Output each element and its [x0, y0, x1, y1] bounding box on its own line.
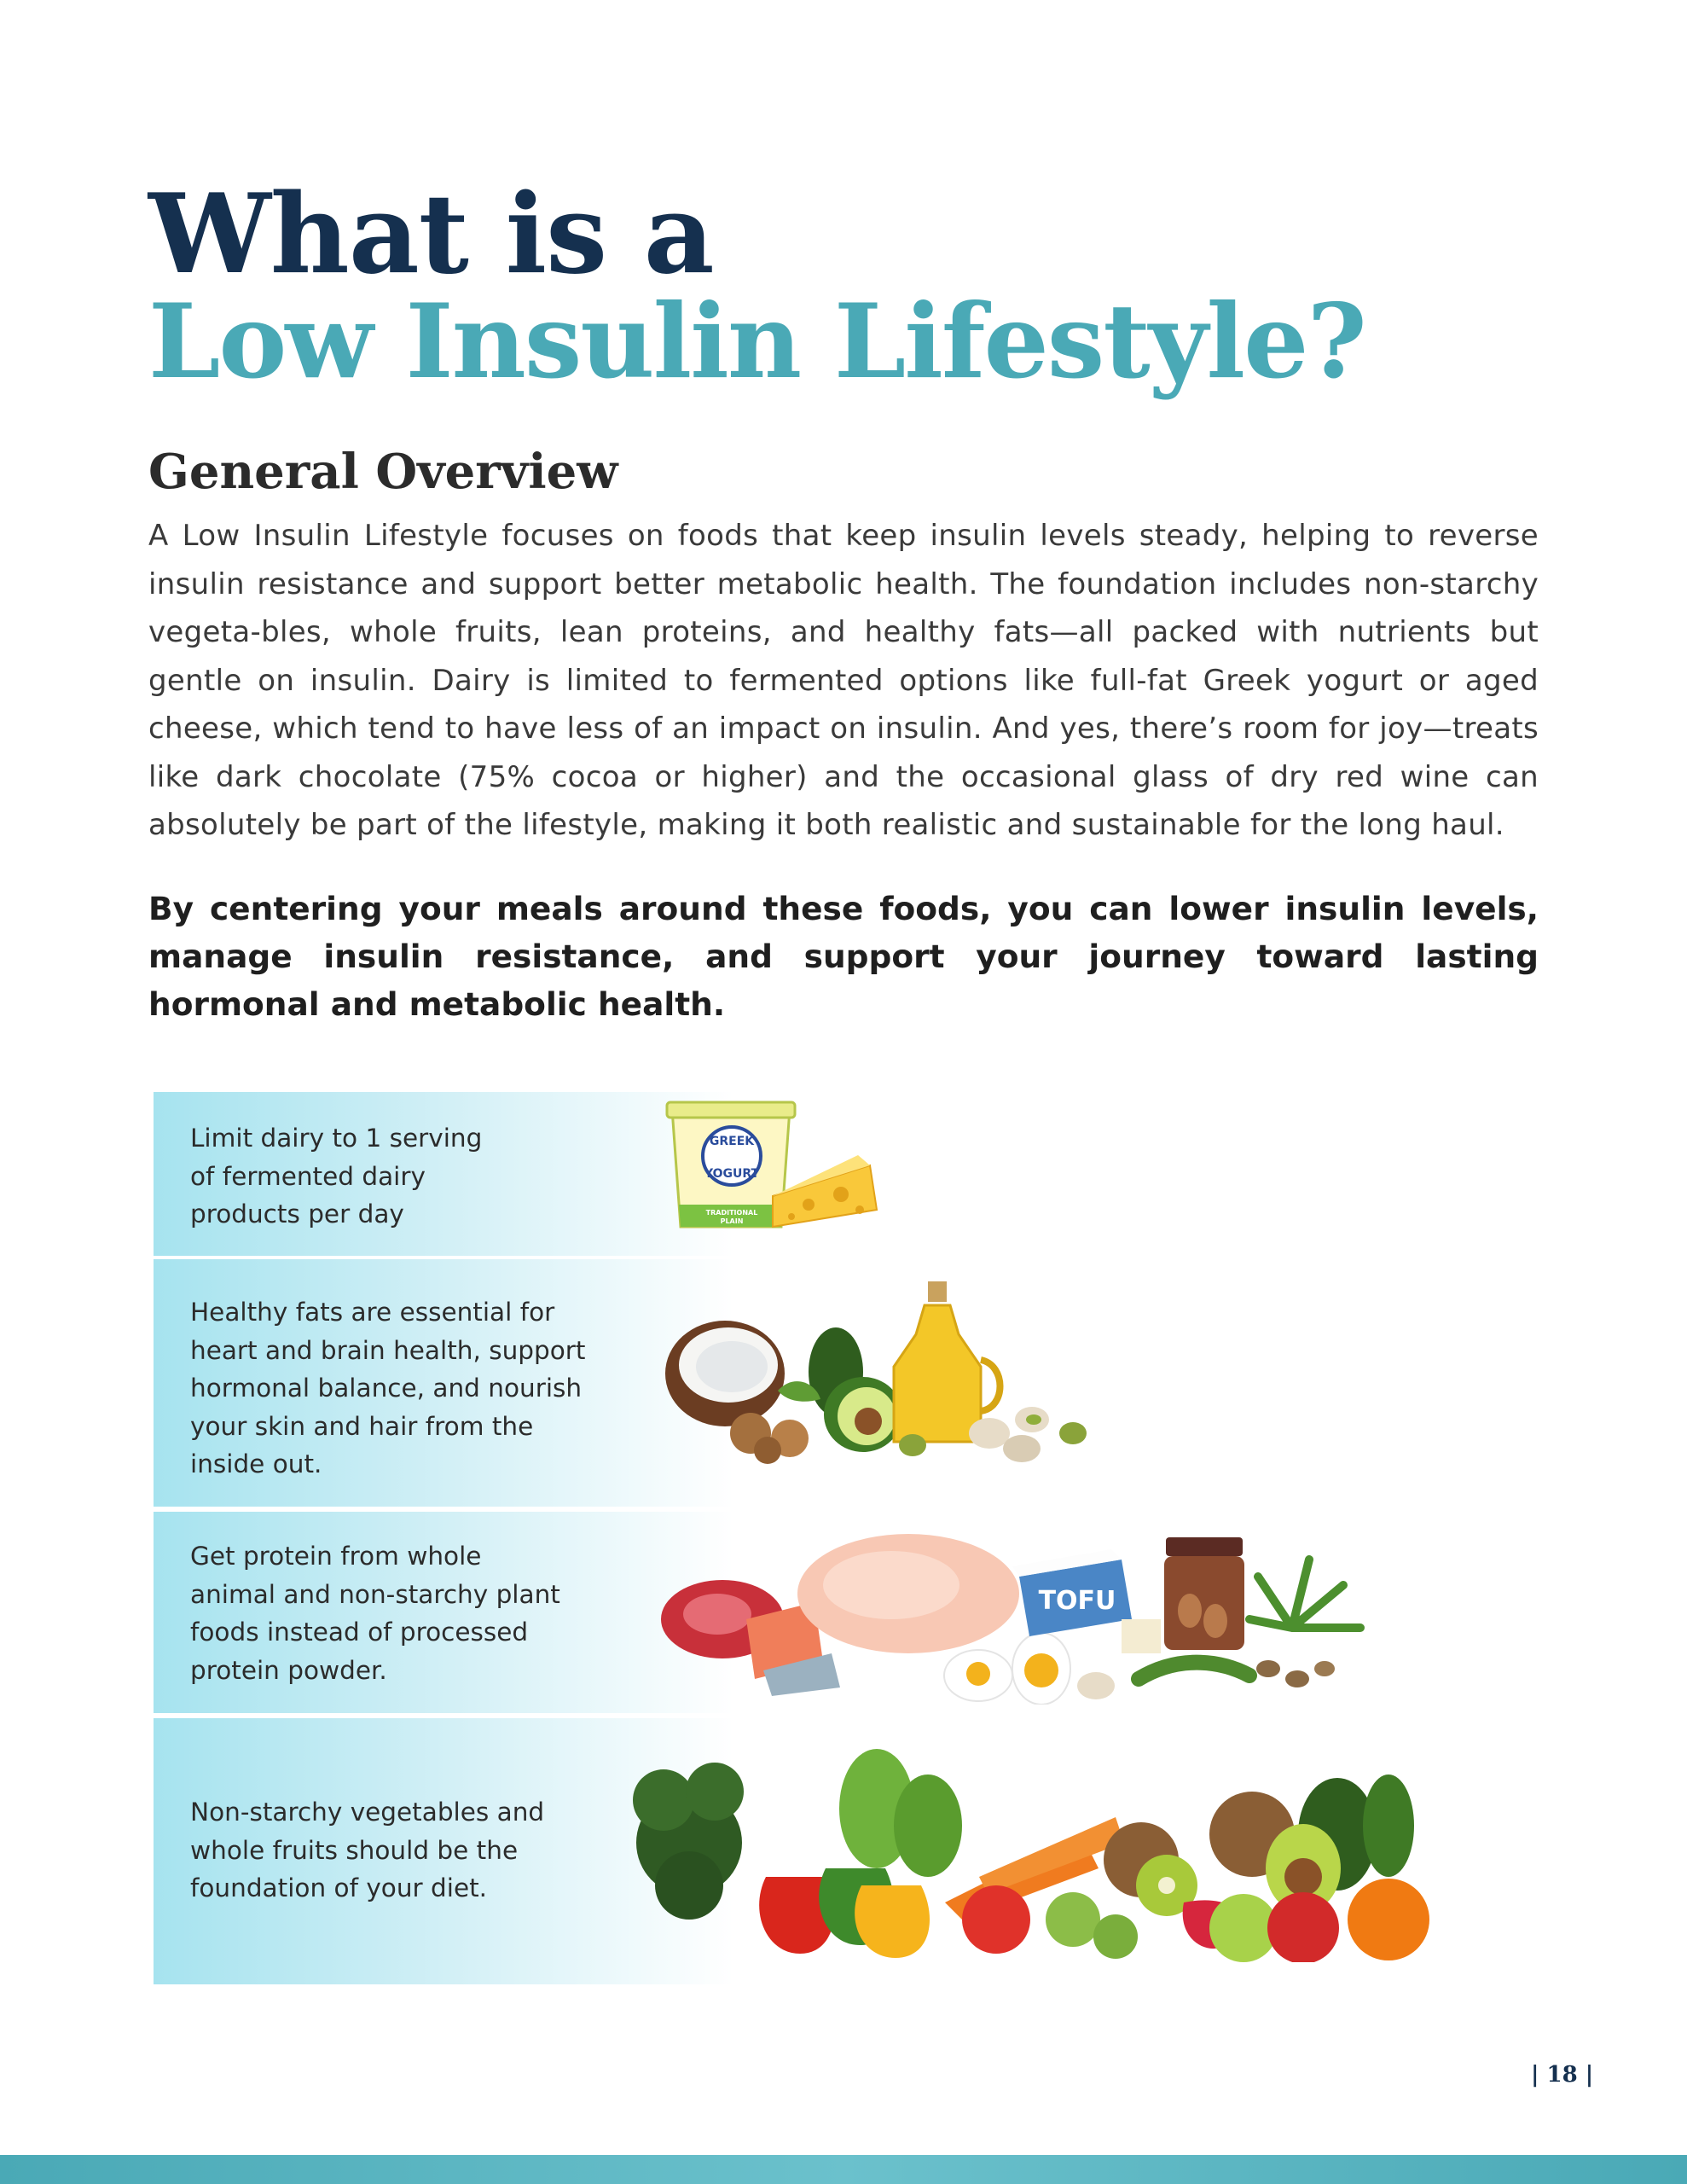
yogurt-label-2: YOGURT	[704, 1167, 760, 1181]
bottom-bar	[0, 2155, 1687, 2184]
pyramid-tier-protein	[154, 1512, 733, 1713]
yogurt-sub-2: PLAIN	[720, 1217, 744, 1225]
healthy-fats-illustration	[665, 1271, 1109, 1467]
dairy-illustration	[665, 1101, 887, 1237]
overview-paragraph: A Low Insulin Lifestyle focuses on foods that keep insulin levels steady, helping to reverse insulin resistance and support better metabolic health. The foundation includes non-starchy vegeta-bles, whole fruits, lean proteins, and healthy fats—all packed with nutrients but gentle on insulin. Dairy is limited to fermented options like full-fat Greek yogurt or aged cheese, which tend to have less of an impact on insulin. And yes, there’s room for joy—treats like dark chocolate (75% cocoa or higher) and the occasional glass of dry red wine can absolutely be part of the lifestyle, making it both realistic and sustainable for the long haul.	[148, 519, 1539, 842]
yogurt-sub-1: TRADITIONAL	[705, 1209, 758, 1217]
section-heading: General Overview	[148, 444, 618, 500]
page-title-line-1: What is a	[148, 171, 714, 299]
tier-protein-text: Get protein from whole animal and non-starchy plant foods instead of processed protein powder.	[190, 1542, 560, 1685]
page-number: | 18 |	[1531, 2062, 1594, 2088]
page-title-line-2: Low Insulin Lifestyle?	[148, 282, 1365, 402]
yogurt-label-1: GREEK	[709, 1135, 755, 1148]
pyramid-tier-dairy	[154, 1092, 733, 1256]
tier-fats-text: Healthy fats are essential for heart and brain health, support hormonal balance, and nourish your skin and hair from the inside out.	[190, 1298, 586, 1478]
emphasis-paragraph: By centering your meals around these foods, you can lower insulin levels, manage insulin resistance, and support your journey toward lasting hormonal and metabolic health.	[148, 890, 1539, 1023]
tier-vegetables-text: Non-starchy vegetables and whole fruits should be the foundation of your diet.	[190, 1798, 545, 1902]
protein-illustration	[661, 1525, 1377, 1705]
tier-dairy-text: Limit dairy to 1 serving of fermented dairy products per day	[190, 1124, 483, 1228]
tofu-label: TOFU	[1038, 1586, 1116, 1616]
pyramid-tier-fats	[154, 1259, 733, 1507]
vegetables-fruits-illustration	[621, 1740, 1448, 1962]
